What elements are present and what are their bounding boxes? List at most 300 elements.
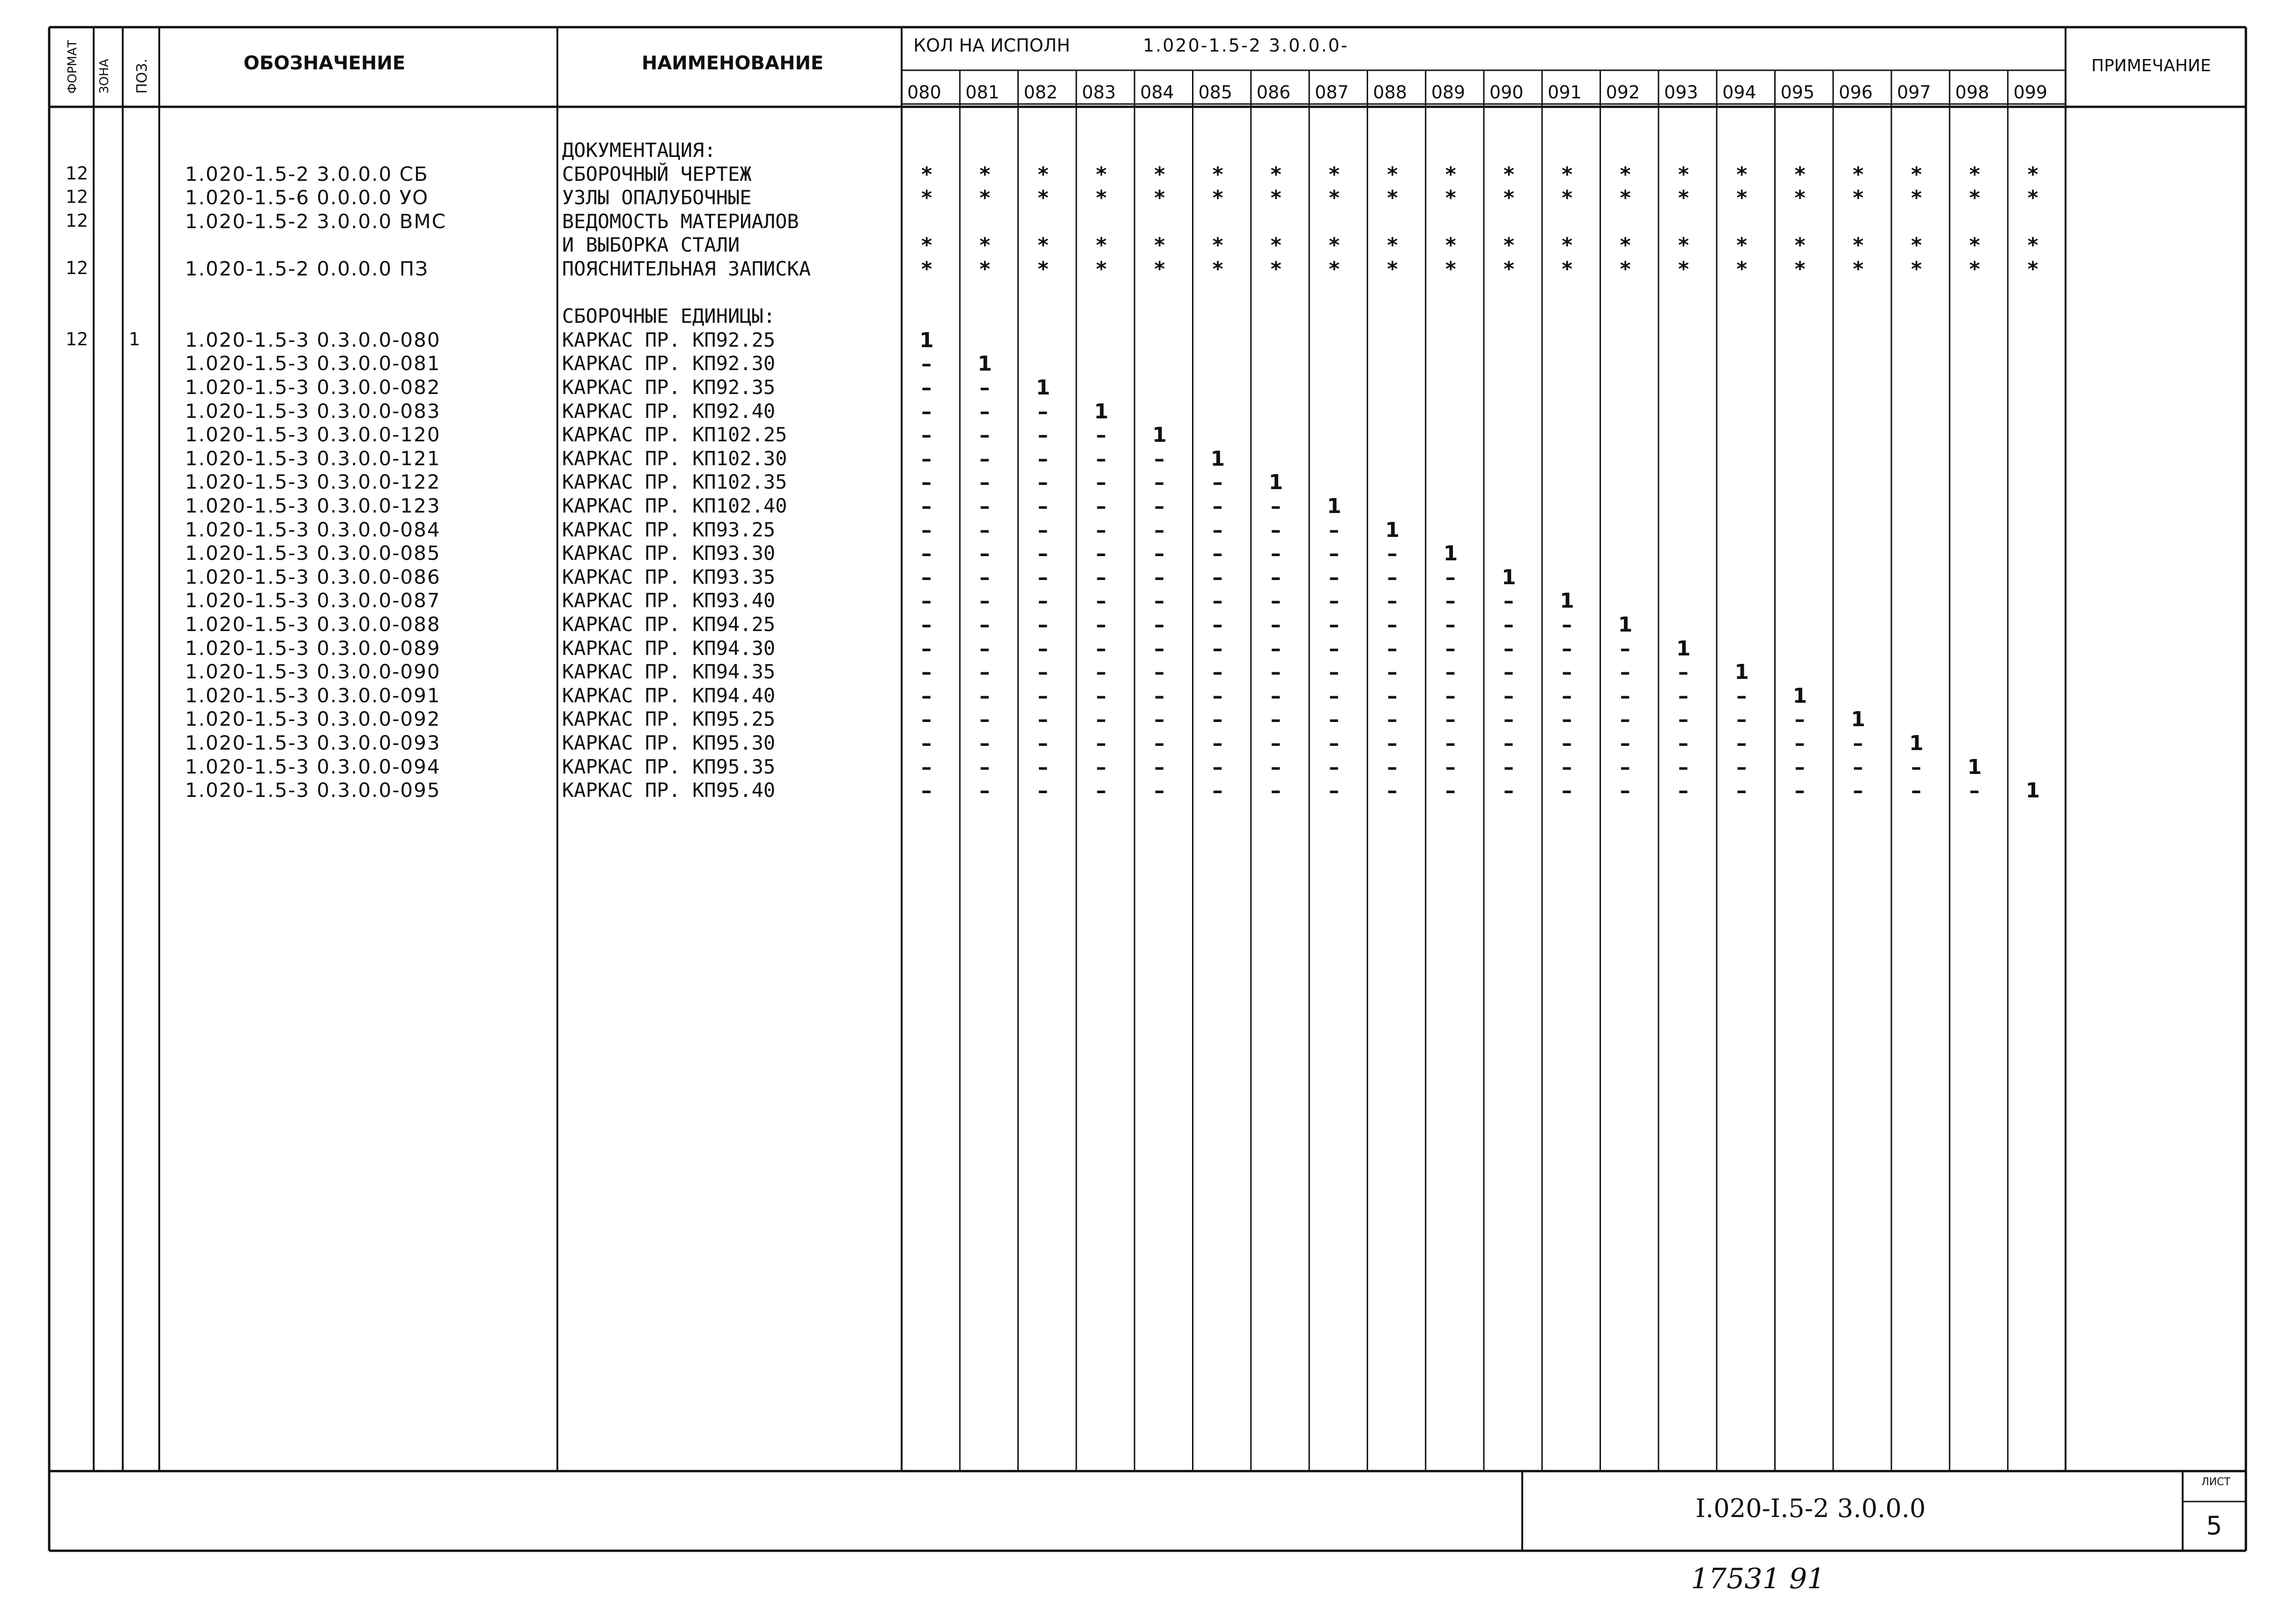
row-qty: – — [1736, 779, 1747, 803]
row-qty: * — [1212, 186, 1223, 210]
row-qty: – — [1504, 731, 1514, 755]
row-qty: * — [1154, 257, 1165, 281]
variant-header: 095 — [1780, 82, 1815, 103]
row-qty: * — [1387, 233, 1398, 258]
row-qty: – — [1037, 684, 1048, 708]
row-designation: 1.020-1.5-3 0.3.0.0-092 — [185, 707, 441, 731]
row-qty: * — [1562, 233, 1573, 258]
row-qty: – — [1562, 707, 1572, 732]
row-qty: – — [1270, 636, 1281, 661]
row-qty: * — [1736, 257, 1748, 281]
row-qty: * — [1270, 162, 1281, 186]
row-qty: – — [1270, 613, 1281, 637]
row-qty: – — [979, 565, 990, 589]
variant-header: 081 — [965, 82, 1000, 103]
row-qty: – — [921, 684, 932, 708]
row-qty: – — [1852, 731, 1863, 755]
row-qty: * — [921, 257, 933, 281]
row-qty: – — [921, 660, 932, 684]
row-qty: – — [1329, 542, 1340, 566]
row-qty: 1 — [1443, 542, 1458, 566]
row-qty: * — [979, 233, 991, 258]
row-qty: – — [1620, 779, 1630, 803]
header-qty: КОЛ НА ИСПОЛН — [913, 35, 1070, 56]
row-qty: * — [2027, 257, 2038, 281]
row-qty: – — [1387, 565, 1398, 589]
row-qty: – — [1154, 542, 1165, 566]
row-qty: * — [1037, 257, 1049, 281]
row-qty: – — [1329, 613, 1340, 637]
row-qty: * — [1154, 233, 1165, 258]
row-qty: – — [1154, 731, 1165, 755]
row-name: КАРКАС ПР. КП102.35 — [562, 470, 787, 494]
row-qty: – — [1270, 494, 1281, 518]
row-qty: – — [1387, 636, 1398, 661]
row-name: И ВЫБОРКА СТАЛИ — [562, 233, 740, 257]
row-name: КАРКАС ПР. КП95.30 — [562, 731, 776, 754]
row-name: КАРКАС ПР. КП93.30 — [562, 542, 776, 565]
row-qty: – — [1212, 660, 1223, 684]
row-qty: – — [1445, 707, 1456, 732]
row-qty: – — [979, 660, 990, 684]
row-qty: – — [1212, 542, 1223, 566]
row-qty: – — [1212, 636, 1223, 661]
row-qty: * — [1736, 162, 1748, 186]
row-qty: – — [1736, 731, 1747, 755]
row-qty: – — [1794, 707, 1805, 732]
sheet-label: ЛИСТ — [2201, 1476, 2230, 1488]
row-qty: – — [979, 376, 990, 400]
row-qty: 1 — [1502, 565, 1516, 589]
row-qty: – — [1154, 707, 1165, 732]
row-qty: * — [1445, 233, 1456, 258]
row-qty: * — [1620, 257, 1631, 281]
row-qty: – — [1212, 589, 1223, 613]
variant-header: 094 — [1722, 82, 1756, 103]
row-designation: 1.020-1.5-3 0.3.0.0-093 — [185, 731, 441, 754]
row-qty: 1 — [1094, 399, 1109, 424]
row-qty: – — [1504, 589, 1514, 613]
row-qty: – — [1037, 755, 1048, 779]
row-qty: 1 — [1618, 613, 1633, 637]
row-qty: * — [2027, 186, 2038, 210]
row-qty: – — [1504, 707, 1514, 732]
row-qty: – — [1387, 707, 1398, 732]
row-qty: – — [1096, 542, 1106, 566]
header-name: НАИМЕНОВАНИЕ — [642, 52, 824, 74]
row-qty: * — [1096, 162, 1107, 186]
row-qty: – — [1154, 589, 1165, 613]
row-qty: – — [1037, 518, 1048, 542]
variant-header: 090 — [1489, 82, 1524, 103]
row-format: 12 — [66, 186, 89, 208]
row-qty: * — [1445, 162, 1456, 186]
row-qty: 1 — [919, 328, 934, 352]
row-qty: – — [1154, 470, 1165, 495]
row-qty: – — [1329, 684, 1340, 708]
row-qty: – — [1037, 542, 1048, 566]
row-qty: – — [1329, 589, 1340, 613]
row-qty: – — [1154, 565, 1165, 589]
row-qty: – — [1504, 636, 1514, 661]
variant-header: 092 — [1606, 82, 1640, 103]
row-qty: * — [1911, 186, 1922, 210]
row-qty: – — [1096, 518, 1106, 542]
row-qty: – — [1096, 660, 1106, 684]
row-qty: * — [1096, 257, 1107, 281]
row-qty: 1 — [1967, 755, 1982, 779]
row-name: СБОРОЧНЫЕ ЕДИНИЦЫ: — [562, 305, 776, 328]
row-qty: * — [1329, 186, 1340, 210]
row-qty: * — [1969, 233, 1980, 258]
variant-header: 088 — [1373, 82, 1407, 103]
row-qty: – — [1270, 755, 1281, 779]
row-qty: – — [979, 684, 990, 708]
row-qty: – — [1852, 779, 1863, 803]
row-qty: * — [1270, 233, 1281, 258]
row-qty: – — [1037, 446, 1048, 471]
row-qty: – — [1270, 707, 1281, 732]
row-qty: * — [1037, 233, 1049, 258]
row-qty: * — [979, 186, 991, 210]
row-name: КАРКАС ПР. КП95.35 — [562, 755, 776, 778]
row-qty: – — [921, 423, 932, 447]
row-designation: 1.020-1.5-3 0.3.0.0-086 — [185, 565, 441, 588]
variant-header: 096 — [1838, 82, 1873, 103]
row-qty: – — [1969, 779, 1980, 803]
row-qty: * — [1794, 162, 1806, 186]
row-qty: – — [1387, 731, 1398, 755]
row-qty: – — [1329, 707, 1340, 732]
row-qty: * — [979, 257, 991, 281]
row-designation: 1.020-1.5-3 0.3.0.0-120 — [185, 423, 441, 446]
row-qty: – — [1794, 731, 1805, 755]
sheet-number: 5 — [2206, 1511, 2222, 1540]
row-qty: – — [1154, 446, 1165, 471]
row-qty: – — [921, 565, 932, 589]
variant-header: 091 — [1548, 82, 1582, 103]
row-qty: – — [1620, 636, 1630, 661]
row-qty: – — [1329, 660, 1340, 684]
row-qty: – — [1794, 755, 1805, 779]
row-qty: – — [979, 731, 990, 755]
row-qty: – — [1504, 613, 1514, 637]
variant-header: 080 — [907, 82, 941, 103]
row-qty: – — [921, 779, 932, 803]
row-qty: – — [1911, 779, 1922, 803]
row-qty: * — [1911, 257, 1922, 281]
row-qty: – — [921, 613, 932, 637]
row-designation: 1.020-1.5-3 0.3.0.0-122 — [185, 470, 441, 494]
row-qty: 1 — [1327, 494, 1341, 518]
row-qty: * — [1270, 257, 1281, 281]
row-qty: – — [1678, 660, 1689, 684]
row-qty: * — [921, 162, 933, 186]
row-designation: 1.020-1.5-3 0.3.0.0-089 — [185, 636, 441, 660]
row-qty: – — [979, 470, 990, 495]
inventory-number: 17531 91 — [1691, 1562, 1825, 1595]
header-note: ПРИМЕЧАНИЕ — [2091, 56, 2211, 75]
row-qty: – — [1620, 707, 1630, 732]
row-name: КАРКАС ПР. КП102.40 — [562, 494, 787, 517]
row-qty: * — [1678, 257, 1689, 281]
row-designation: 1.020-1.5-3 0.3.0.0-090 — [185, 660, 441, 684]
variant-header: 087 — [1315, 82, 1349, 103]
row-qty: – — [1387, 660, 1398, 684]
row-pos: 1 — [129, 328, 141, 350]
row-qty: – — [1037, 613, 1048, 637]
row-name: ВЕДОМОСТЬ МАТЕРИАЛОВ — [562, 209, 799, 233]
row-qty: – — [1736, 707, 1747, 732]
row-qty: – — [1212, 613, 1223, 637]
row-qty: * — [1911, 162, 1922, 186]
row-qty: – — [1445, 565, 1456, 589]
row-qty: – — [1852, 755, 1863, 779]
row-qty: – — [1562, 779, 1572, 803]
row-qty: – — [1096, 684, 1106, 708]
row-format: 12 — [66, 210, 89, 231]
row-qty: – — [1212, 518, 1223, 542]
row-name: УЗЛЫ ОПАЛУБОЧНЫЕ — [562, 186, 752, 209]
row-qty: * — [1329, 162, 1340, 186]
row-name: КАРКАС ПР. КП94.25 — [562, 613, 776, 636]
row-qty: * — [1678, 233, 1689, 258]
row-qty: 1 — [1909, 731, 1924, 755]
row-name: КАРКАС ПР. КП92.40 — [562, 399, 776, 423]
row-qty: – — [1562, 613, 1572, 637]
row-qty: – — [1037, 636, 1048, 661]
row-designation: 1.020-1.5-3 0.3.0.0-088 — [185, 613, 441, 636]
row-qty: * — [921, 186, 933, 210]
row-qty: – — [1445, 636, 1456, 661]
row-qty: * — [1562, 257, 1573, 281]
row-qty: 1 — [1792, 684, 1807, 708]
row-qty: – — [1154, 518, 1165, 542]
row-qty: 1 — [1676, 636, 1691, 661]
row-qty: * — [1852, 162, 1864, 186]
row-designation: 1.020-1.5-3 0.3.0.0-087 — [185, 589, 441, 612]
variant-header: 084 — [1140, 82, 1174, 103]
row-qty: – — [1096, 636, 1106, 661]
row-qty: – — [1270, 731, 1281, 755]
row-name: КАРКАС ПР. КП92.30 — [562, 352, 776, 375]
row-qty: – — [1270, 660, 1281, 684]
row-qty: – — [1096, 755, 1106, 779]
row-qty: – — [921, 446, 932, 471]
row-qty: – — [921, 731, 932, 755]
row-qty: – — [1620, 731, 1630, 755]
variant-header: 083 — [1081, 82, 1116, 103]
row-qty: – — [1678, 755, 1689, 779]
row-designation: 1.020-1.5-3 0.3.0.0-082 — [185, 376, 441, 399]
row-qty: – — [979, 589, 990, 613]
row-qty: * — [1096, 186, 1107, 210]
row-qty: – — [1329, 755, 1340, 779]
row-qty: – — [1096, 707, 1106, 732]
row-qty: – — [1212, 707, 1223, 732]
row-designation: 1.020-1.5-3 0.3.0.0-081 — [185, 352, 441, 375]
row-qty: * — [1387, 162, 1398, 186]
row-qty: * — [1678, 186, 1689, 210]
row-qty: * — [1504, 233, 1515, 258]
row-qty: – — [979, 636, 990, 661]
row-qty: * — [1445, 186, 1456, 210]
row-name: КАРКАС ПР. КП94.30 — [562, 636, 776, 660]
row-qty: – — [1620, 684, 1630, 708]
row-qty: – — [921, 707, 932, 732]
row-qty: – — [1154, 494, 1165, 518]
row-qty: – — [1212, 755, 1223, 779]
row-qty: – — [921, 755, 932, 779]
row-designation: 1.020-1.5-2 3.0.0.0 ВМС — [185, 209, 447, 233]
variant-header: 085 — [1198, 82, 1233, 103]
row-qty: * — [1212, 233, 1223, 258]
row-qty: * — [1212, 162, 1223, 186]
row-qty: – — [979, 613, 990, 637]
document-code: I.020-I.5-2 3.0.0.0 — [1696, 1494, 1926, 1523]
row-qty: * — [1329, 233, 1340, 258]
row-qty: – — [1736, 684, 1747, 708]
row-qty: – — [921, 494, 932, 518]
header-pos: ПОЗ. — [134, 59, 150, 94]
row-qty: * — [1852, 257, 1864, 281]
row-format: 12 — [66, 328, 89, 350]
row-qty: – — [1445, 684, 1456, 708]
row-qty: * — [1270, 186, 1281, 210]
variant-header: 089 — [1431, 82, 1466, 103]
row-qty: * — [2027, 162, 2038, 186]
row-name: СБОРОЧНЫЙ ЧЕРТЕЖ — [562, 162, 752, 186]
row-designation: 1.020-1.5-3 0.3.0.0-083 — [185, 399, 441, 423]
row-qty: – — [1037, 565, 1048, 589]
header-qty-series: 1.020-1.5-2 3.0.0.0- — [1143, 35, 1349, 56]
row-qty: – — [1270, 779, 1281, 803]
row-qty: * — [1154, 186, 1165, 210]
row-qty: – — [1154, 660, 1165, 684]
row-qty: – — [1270, 589, 1281, 613]
row-qty: – — [1270, 565, 1281, 589]
row-name: КАРКАС ПР. КП95.40 — [562, 779, 776, 802]
row-qty: – — [1212, 779, 1223, 803]
row-designation: 1.020-1.5-2 3.0.0.0 СБ — [185, 162, 429, 186]
row-qty: – — [1329, 731, 1340, 755]
row-qty: – — [1212, 684, 1223, 708]
row-qty: – — [1154, 779, 1165, 803]
row-qty: 1 — [1851, 707, 1866, 732]
row-name: КАРКАС ПР. КП102.30 — [562, 446, 787, 470]
row-qty: – — [979, 518, 990, 542]
row-qty: * — [1852, 186, 1864, 210]
row-qty: * — [1037, 186, 1049, 210]
row-qty: – — [1562, 636, 1572, 661]
row-qty: * — [1678, 162, 1689, 186]
row-qty: * — [1212, 257, 1223, 281]
row-qty: – — [1037, 707, 1048, 732]
row-qty: * — [1504, 186, 1515, 210]
row-qty: – — [1387, 613, 1398, 637]
row-qty: – — [1504, 755, 1514, 779]
row-qty: * — [1794, 186, 1806, 210]
row-format: 12 — [66, 258, 89, 278]
row-qty: * — [1504, 257, 1515, 281]
row-qty: 1 — [1560, 589, 1574, 613]
row-qty: – — [921, 589, 932, 613]
row-qty: 1 — [1734, 660, 1749, 684]
row-qty: – — [1736, 755, 1747, 779]
row-qty: – — [1037, 470, 1048, 495]
row-qty: – — [1794, 779, 1805, 803]
row-qty: 1 — [1210, 446, 1225, 471]
row-qty: 1 — [2025, 779, 2040, 803]
row-qty: – — [1096, 494, 1106, 518]
row-qty: – — [1620, 660, 1630, 684]
row-designation: 1.020-1.5-3 0.3.0.0-094 — [185, 755, 441, 778]
row-qty: – — [1096, 589, 1106, 613]
row-qty: – — [1096, 470, 1106, 495]
row-qty: – — [1154, 613, 1165, 637]
row-designation: 1.020-1.5-3 0.3.0.0-085 — [185, 542, 441, 565]
row-qty: * — [1387, 186, 1398, 210]
row-qty: – — [1562, 660, 1572, 684]
row-qty: – — [1096, 613, 1106, 637]
row-qty: – — [1678, 707, 1689, 732]
row-name: КАРКАС ПР. КП93.40 — [562, 589, 776, 612]
row-qty: * — [1620, 186, 1631, 210]
row-designation: 1.020-1.5-3 0.3.0.0-091 — [185, 684, 441, 707]
header-designation: ОБОЗНАЧЕНИЕ — [244, 52, 406, 74]
row-qty: – — [1329, 518, 1340, 542]
row-qty: * — [1911, 233, 1922, 258]
row-qty: – — [1329, 779, 1340, 803]
row-qty: – — [979, 542, 990, 566]
row-qty: – — [1562, 731, 1572, 755]
row-designation: 1.020-1.5-3 0.3.0.0-121 — [185, 446, 441, 470]
row-qty: – — [1212, 470, 1223, 495]
row-qty: – — [1154, 684, 1165, 708]
row-designation: 1.020-1.5-2 0.0.0.0 ПЗ — [185, 257, 429, 280]
row-qty: – — [1387, 542, 1398, 566]
header-format: ФОРМАТ — [66, 40, 80, 94]
row-qty: * — [2027, 233, 2038, 258]
row-qty: * — [1620, 162, 1631, 186]
row-designation: 1.020-1.5-3 0.3.0.0-123 — [185, 494, 441, 517]
row-designation: 1.020-1.5-3 0.3.0.0-080 — [185, 328, 441, 351]
row-qty: – — [1445, 589, 1456, 613]
row-qty: – — [1037, 731, 1048, 755]
row-qty: – — [1387, 779, 1398, 803]
row-qty: – — [1445, 613, 1456, 637]
row-format: 12 — [66, 163, 89, 184]
row-qty: * — [1562, 186, 1573, 210]
row-qty: – — [1445, 731, 1456, 755]
variant-header: 093 — [1664, 82, 1698, 103]
row-qty: – — [1329, 636, 1340, 661]
row-qty: * — [1736, 233, 1748, 258]
row-qty: – — [1096, 565, 1106, 589]
row-qty: – — [1037, 494, 1048, 518]
variant-header: 097 — [1897, 82, 1931, 103]
variant-header: 098 — [1955, 82, 1989, 103]
row-name: КАРКАС ПР. КП92.25 — [562, 328, 776, 351]
row-qty: – — [1096, 779, 1106, 803]
row-qty: * — [1445, 257, 1456, 281]
row-qty: – — [1562, 755, 1572, 779]
row-qty: * — [1154, 162, 1165, 186]
row-qty: – — [979, 446, 990, 471]
row-qty: * — [1969, 257, 1980, 281]
row-qty: – — [1037, 589, 1048, 613]
row-name: КАРКАС ПР. КП102.25 — [562, 423, 787, 446]
